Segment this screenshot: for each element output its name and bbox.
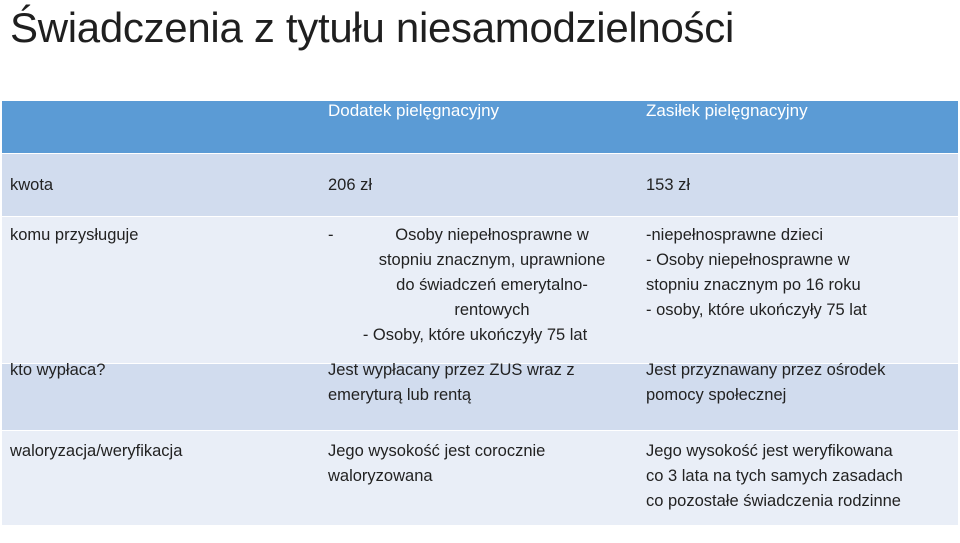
list-line: rentowych xyxy=(454,301,530,319)
list-line: do świadczeń emerytalno- xyxy=(396,276,588,294)
text-line: Jest przyznawany przez ośrodek xyxy=(646,361,886,379)
row-label-waloryzacja xyxy=(2,431,320,526)
list-line: stopniu znacznym, uprawnione xyxy=(378,251,606,269)
list-line: stopniu znacznym po 16 roku xyxy=(646,276,861,294)
row-label-kwota: kwota xyxy=(2,154,320,217)
list-dash: - xyxy=(328,226,334,244)
table-row-kto xyxy=(2,364,958,431)
cell-komu-zasilek xyxy=(638,217,958,364)
slide-title: Świadczenia z tytułu niesamodzielności xyxy=(10,4,734,51)
header-zasilek: Zasiłek pielęgnacyjny xyxy=(638,101,958,154)
text-line: waloryzowana xyxy=(328,467,433,485)
text-line: co 3 lata na tych samych zasadach xyxy=(646,467,903,485)
text-line: emeryturą lub rentą xyxy=(328,386,472,404)
list-line: Osoby niepełnosprawne w xyxy=(395,226,589,244)
cell-walo-zasilek xyxy=(638,431,958,526)
table-row-waloryzacja xyxy=(2,431,958,526)
cell-kto-dodatek xyxy=(320,361,638,431)
list-line-last: - Osoby, które ukończyły 75 lat xyxy=(362,326,588,344)
row-label-kto xyxy=(2,361,320,431)
table-row-kwota xyxy=(2,154,958,217)
row-label-komu xyxy=(2,217,320,364)
text-line: Jest wypłacany przez ZUS wraz z xyxy=(328,361,575,379)
text-line: co pozostałe świadczenia rodzinne xyxy=(646,492,901,510)
header-empty-cell xyxy=(2,101,320,154)
text-line: Jego wysokość jest weryfikowana xyxy=(646,442,893,460)
row-label-kto-text: kto wypłaca? xyxy=(10,361,106,379)
dodatek-eligibility-list xyxy=(328,223,638,323)
cell-walo-dodatek xyxy=(320,431,638,526)
table-row-komu xyxy=(2,217,958,364)
benefits-table xyxy=(2,100,958,525)
text-line: pomocy społecznej xyxy=(646,386,787,404)
row-label-komu-text: komu przysługuje xyxy=(10,226,139,244)
header-dodatek: Dodatek pielęgnacyjny xyxy=(320,101,638,154)
list-line: - osoby, które ukończyły 75 lat xyxy=(646,301,867,319)
list-line: -niepełnosprawne dzieci xyxy=(646,226,824,244)
cell-kto-zasilek xyxy=(638,361,958,431)
cell-komu-dodatek xyxy=(320,217,638,364)
cell-kwota-dodatek: 206 zł xyxy=(320,154,638,217)
list-line: - Osoby niepełnosprawne w xyxy=(646,251,850,269)
row-label-waloryzacja-text: waloryzacja/weryfikacja xyxy=(10,442,183,460)
text-line: Jego wysokość jest corocznie xyxy=(328,442,546,460)
cell-kwota-zasilek: 153 zł xyxy=(638,154,958,217)
table-header-row xyxy=(2,101,958,154)
